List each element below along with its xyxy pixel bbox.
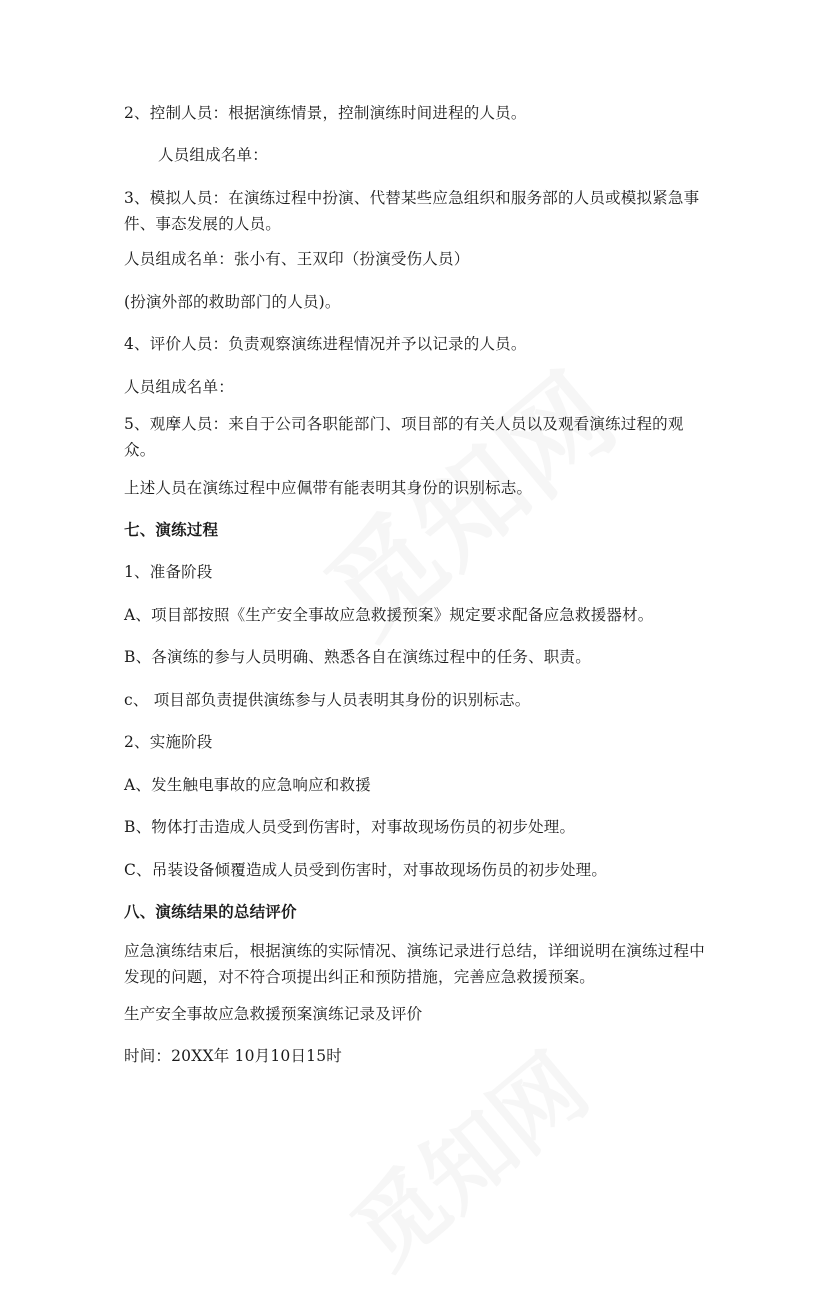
paragraph-simulation-staff-list: 人员组成名单：张小有、王双印（扮演受伤人员） (124, 250, 470, 268)
paragraph-evaluation-staff-list: 人员组成名单： (124, 378, 234, 396)
paragraph-control-staff: 2、控制人员：根据演练情景，控制演练时间进程的人员。 (124, 104, 527, 122)
paragraph-prep-a: A、项目部按照《生产安全事故应急救援预案》规定要求配备应急救援器材。 (124, 606, 654, 624)
paragraph-prep-b: B、各演练的参与人员明确、熟悉各自在演练过程中的任务、职责。 (124, 648, 591, 666)
paragraph-impl-c: C、吊装设备倾覆造成人员受到伤害时，对事故现场伤员的初步处理。 (124, 861, 608, 879)
paragraph-evaluation-staff: 4、评价人员：负责观察演练进程情况并予以记录的人员。 (124, 335, 527, 353)
paragraph-time: 时间：20XX年 10月10日15时 (124, 1047, 342, 1065)
paragraph-summary: 应急演练结束后，根据演练的实际情况、演练记录进行总结，详细说明在演练过程中发现的问题，对不符合项提出纠正和预防措施，完善应急救援预案。 (124, 942, 705, 986)
paragraph-identification: 上述人员在演练过程中应佩带有能表明其身份的识别标志。 (124, 479, 533, 497)
subheading-preparation: 1、准备阶段 (124, 563, 213, 581)
paragraph-external-rescue: (扮演外部的救助部门的人员)。 (124, 293, 341, 311)
paragraph-control-staff-list: 人员组成名单： (158, 146, 268, 164)
paragraph-record-title: 生产安全事故应急救援预案演练记录及评价 (124, 1005, 423, 1023)
paragraph-impl-a: A、发生触电事故的应急响应和救援 (124, 776, 371, 794)
subheading-implementation: 2、实施阶段 (124, 733, 213, 751)
paragraph-impl-b: B、物体打击造成人员受到伤害时，对事故现场伤员的初步处理。 (124, 818, 576, 836)
section-heading-summary: 八、演练结果的总结评价 (124, 903, 297, 921)
paragraph-observers: 5、观摩人员：来自于公司各职能部门、项目部的有关人员以及观看演练过程的观众。 (124, 415, 684, 459)
section-heading-drill-process: 七、演练过程 (124, 521, 219, 539)
paragraph-prep-c: c、 项目部负责提供演练参与人员表明其身份的识别标志。 (124, 691, 531, 709)
paragraph-simulation-staff: 3、模拟人员：在演练过程中扮演、代替某些应急组织和服务部的人员或模拟紧急事件、事态发展的人员。 (124, 189, 700, 233)
